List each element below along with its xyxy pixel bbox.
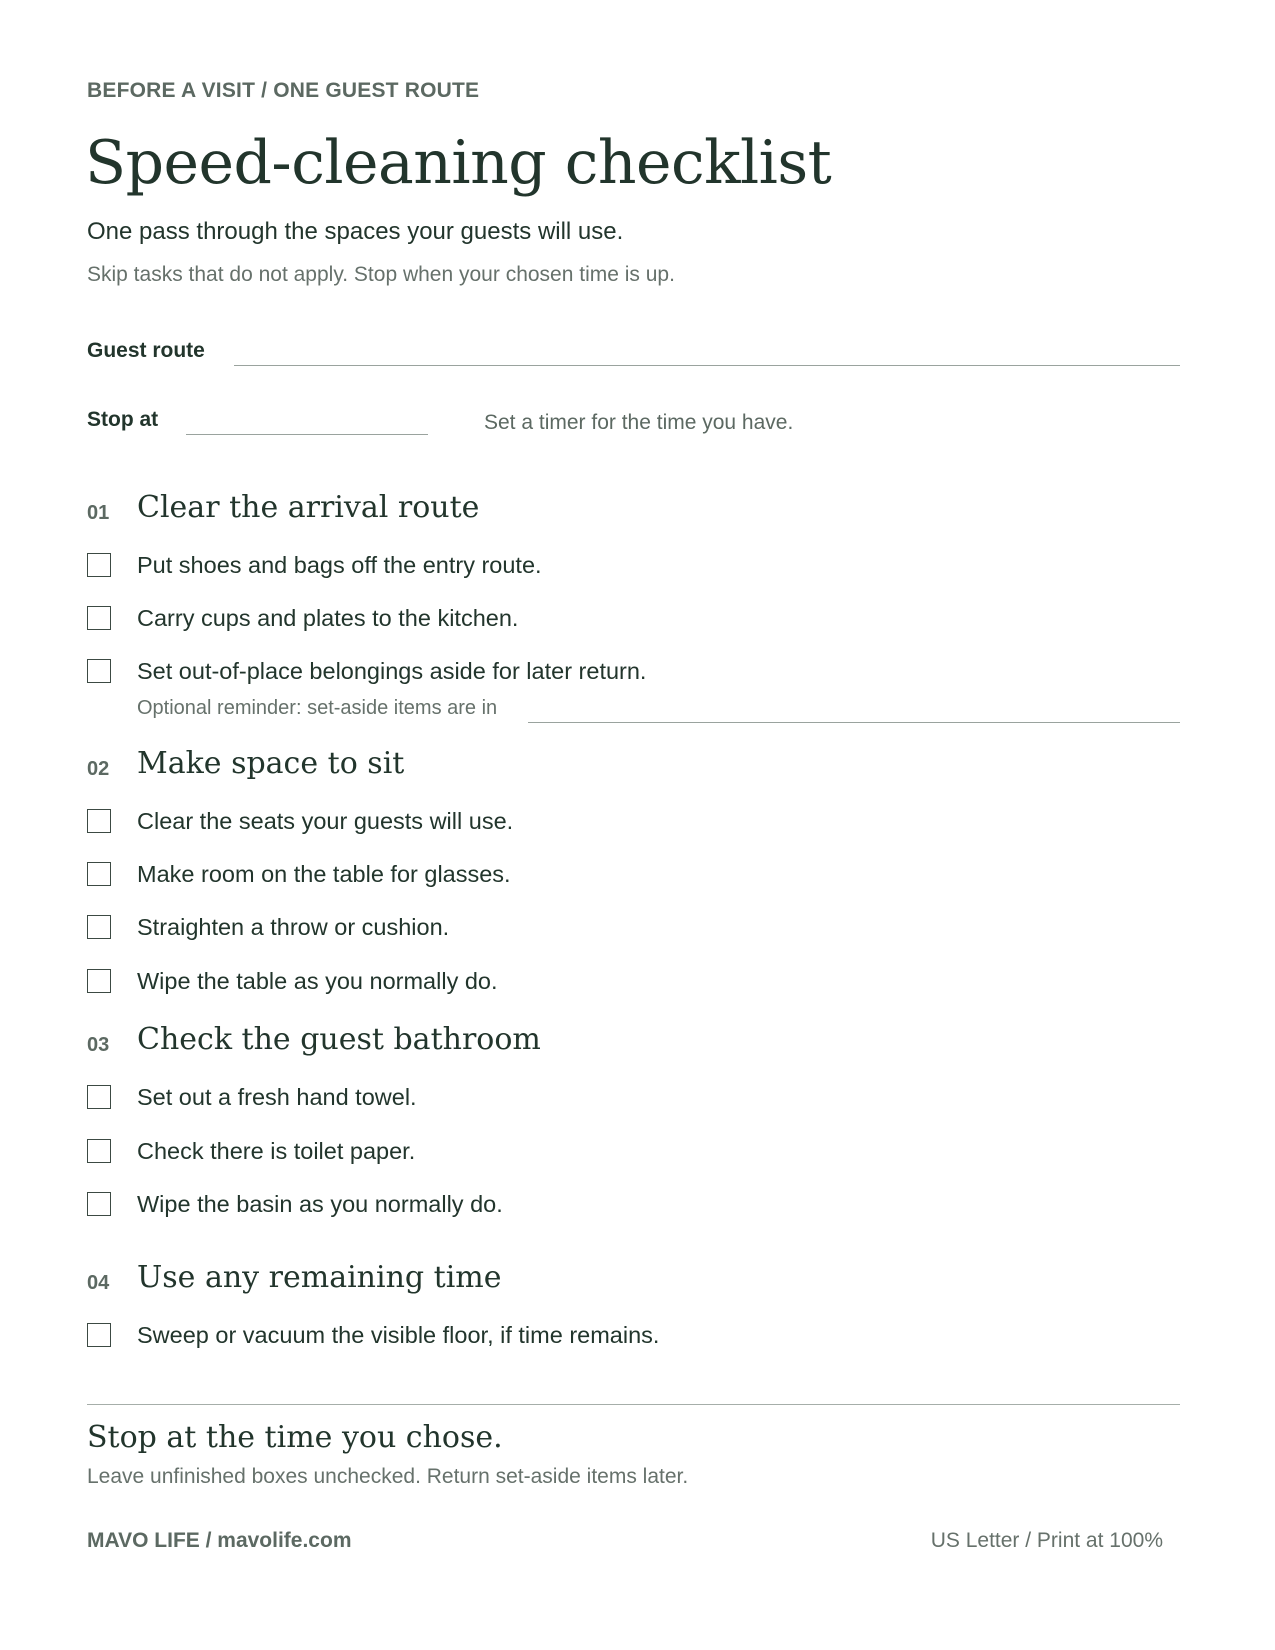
instruction-note: Skip tasks that do not apply. Stop when your chosen time is up. <box>87 263 675 286</box>
section-number: 02 <box>87 758 110 780</box>
checkbox[interactable] <box>87 553 111 577</box>
checkbox[interactable] <box>87 1192 111 1216</box>
item-text: Sweep or vacuum the visible floor, if time remains. <box>137 1322 660 1348</box>
reminder-field[interactable] <box>528 722 1180 723</box>
checkbox[interactable] <box>87 1139 111 1163</box>
item-text: Set out-of-place belongings aside for later return. <box>137 658 647 684</box>
checkbox[interactable] <box>87 969 111 993</box>
checkbox[interactable] <box>87 809 111 833</box>
section-number: 01 <box>87 502 110 524</box>
closing-note: Leave unfinished boxes unchecked. Return set-aside items later. <box>87 1465 689 1488</box>
checkbox[interactable] <box>87 915 111 939</box>
item-text: Put shoes and bags off the entry route. <box>137 552 542 578</box>
item-text: Make room on the table for glasses. <box>137 861 511 887</box>
checkbox[interactable] <box>87 659 111 683</box>
guest-route-field[interactable] <box>234 365 1180 366</box>
timer-hint: Set a timer for the time you have. <box>484 411 794 434</box>
stop-at-field[interactable] <box>186 434 428 435</box>
section-title: Check the guest bathroom <box>137 1022 541 1057</box>
footer-print-note: US Letter / Print at 100% <box>930 1529 1163 1552</box>
section-title: Use any remaining time <box>137 1260 502 1295</box>
closing-title: Stop at the time you chose. <box>87 1420 503 1455</box>
guest-route-label: Guest route <box>87 339 205 362</box>
section-number: 04 <box>87 1272 110 1294</box>
checkbox[interactable] <box>87 1323 111 1347</box>
item-text: Clear the seats your guests will use. <box>137 808 514 834</box>
checkbox[interactable] <box>87 862 111 886</box>
eyebrow: BEFORE A VISIT / ONE GUEST ROUTE <box>87 79 480 102</box>
subtitle: One pass through the spaces your guests will use. <box>87 218 624 245</box>
item-text: Carry cups and plates to the kitchen. <box>137 605 519 631</box>
stop-at-label: Stop at <box>87 408 159 431</box>
divider <box>87 1404 1180 1405</box>
checkbox[interactable] <box>87 606 111 630</box>
footer-brand: MAVO LIFE / mavolife.com <box>87 1529 352 1552</box>
checkbox[interactable] <box>87 1085 111 1109</box>
item-text: Set out a fresh hand towel. <box>137 1084 417 1110</box>
section-title: Clear the arrival route <box>137 490 480 525</box>
section-number: 03 <box>87 1034 110 1056</box>
item-text: Wipe the basin as you normally do. <box>137 1191 503 1217</box>
item-text: Wipe the table as you normally do. <box>137 968 498 994</box>
section-title: Make space to sit <box>137 746 405 781</box>
item-text: Straighten a throw or cushion. <box>137 914 450 940</box>
page-title: Speed-cleaning checklist <box>85 128 832 198</box>
reminder-label: Optional reminder: set-aside items are in <box>137 697 498 719</box>
item-text: Check there is toilet paper. <box>137 1138 416 1164</box>
